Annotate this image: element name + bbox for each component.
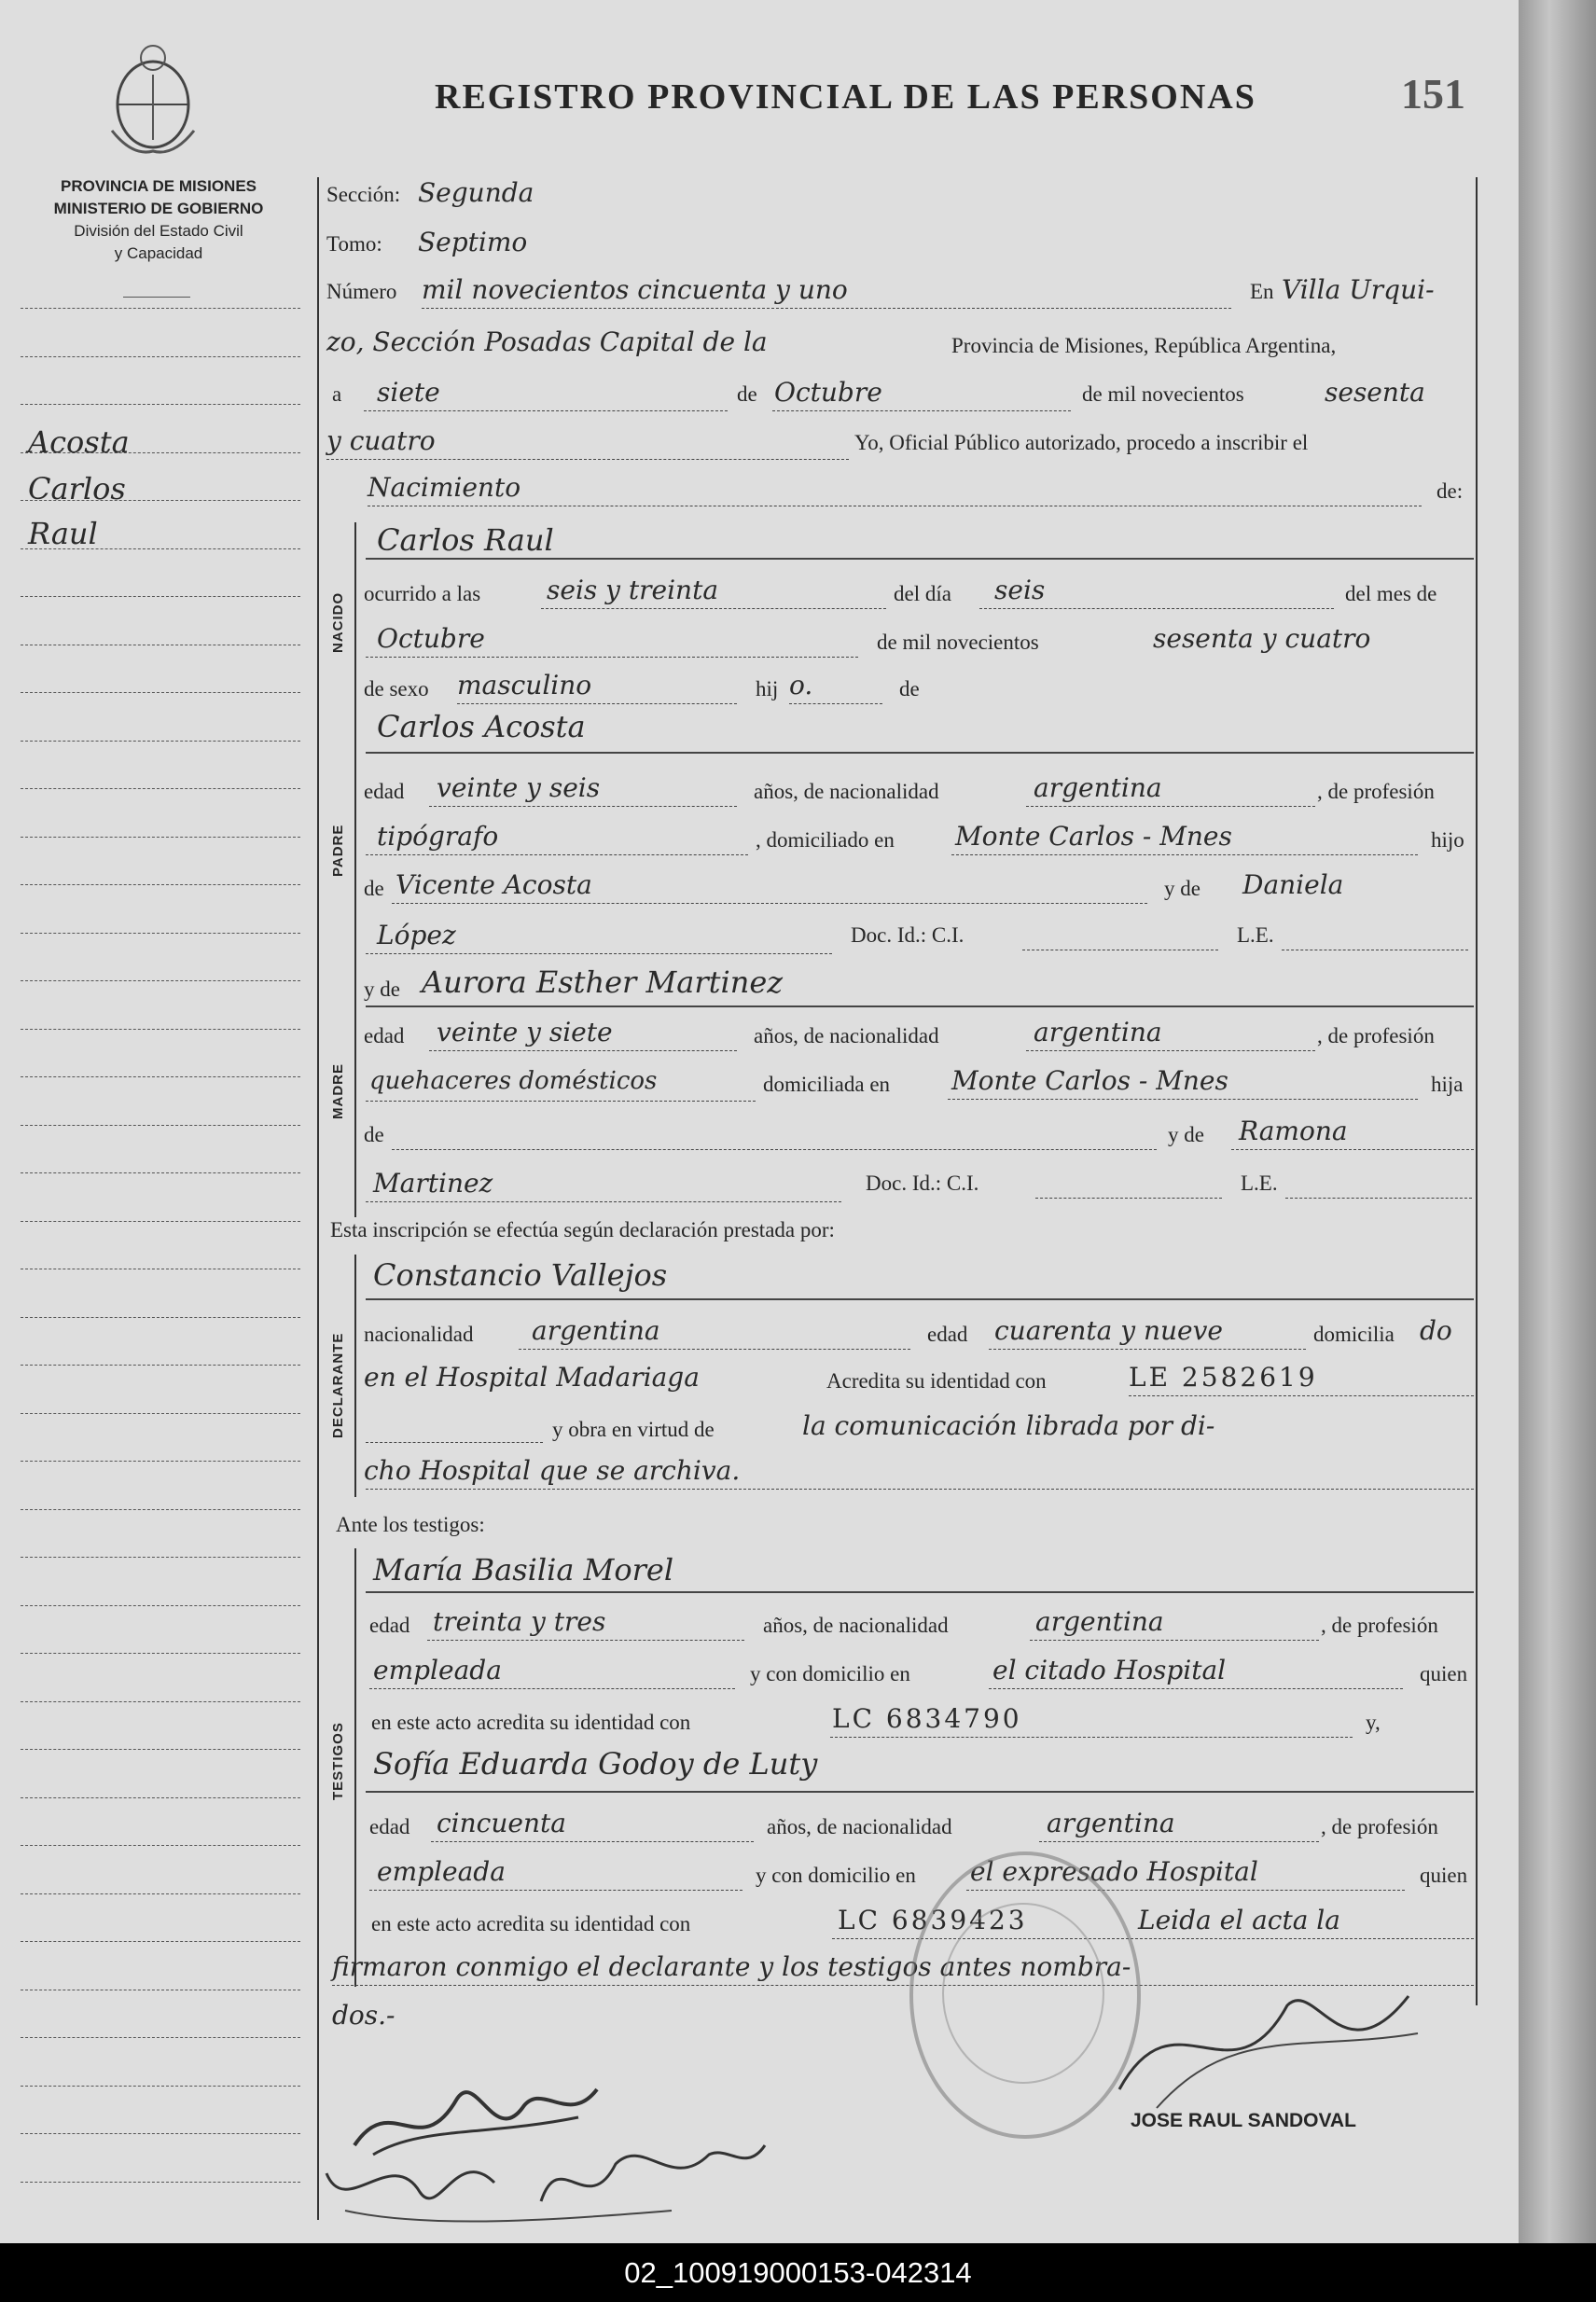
fill-line (427, 1640, 744, 1641)
en-label: En (1250, 280, 1274, 303)
padre-doc-label: Doc. Id.: C.I. (851, 923, 965, 947)
margin-rule-line (21, 1413, 300, 1414)
page-title: REGISTRO PROVINCIAL DE LAS PERSONAS (435, 77, 1256, 117)
fecha-anio-value1: sesenta (1325, 377, 1425, 408)
testigo2-quien-label: quien (1420, 1864, 1468, 1887)
madre-nacionalidad-label: años, de nacionalidad (754, 1024, 939, 1047)
fill-line (1039, 1841, 1319, 1842)
fill-line (366, 1591, 1474, 1593)
divider (123, 297, 190, 298)
fill-line (951, 854, 1418, 855)
margin-rule-line (21, 1749, 300, 1750)
yo-oficial-text: Yo, Oficial Público autorizado, procedo a inscribir el (854, 431, 1309, 454)
margin-rule-line (21, 741, 300, 742)
abuela-materna-value2: Martinez (373, 1168, 493, 1199)
madre-doc-label: Doc. Id.: C.I. (866, 1172, 979, 1195)
madre-de-label: de (364, 1123, 384, 1146)
nacido-de-label: de (899, 677, 920, 700)
issuer-capacity: y Capacidad (114, 244, 203, 262)
abuelo-paterno-value: Vicente Acosta (396, 869, 592, 900)
margin-rule-line (21, 356, 300, 357)
madre-edad-value: veinte y siete (437, 1017, 613, 1047)
padre-bracket (354, 723, 356, 970)
oficial-nombre: JOSE RAUL SANDOVAL (1131, 2110, 1356, 2131)
tomo-label: Tomo: (326, 232, 382, 256)
declarante-bracket (354, 1255, 356, 1497)
numero-value: mil novecientos cincuenta y uno (422, 274, 848, 305)
margin-rule-line (21, 308, 300, 309)
testigo2-domicilio-value: el expresado Hospital (970, 1856, 1258, 1887)
fill-line (989, 1349, 1306, 1350)
fill-line (366, 1201, 841, 1202)
nacido-mes-value: Octubre (377, 623, 485, 654)
fill-line (366, 1489, 1474, 1490)
nacido-mil-label: de mil novecientos (877, 631, 1039, 654)
testigo1-nacionalidad-label: años, de nacionalidad (763, 1614, 949, 1637)
margin-rule-line (21, 1605, 300, 1606)
hijo-value: o. (789, 670, 813, 700)
obra-value-line2: cho Hospital que se archiva. (364, 1455, 741, 1486)
testigo2-acredita-label: en este acto acredita su identidad con (371, 1912, 691, 1935)
testigo2-profesion-value: empleada (377, 1856, 506, 1887)
margin-rule-line (21, 1029, 300, 1030)
testigo1-edad-value: treinta y tres (433, 1606, 606, 1637)
padre-y-de-label: y de (1164, 877, 1200, 900)
testigo1-acredita-label: en este acto acredita su identidad con (371, 1711, 691, 1734)
fill-line (369, 1890, 742, 1891)
nacido-hora-value: seis y treinta (547, 575, 719, 605)
nacido-dia-value: seis (994, 575, 1046, 605)
madre-nombre: Aurora Esther Martinez (422, 964, 784, 1000)
testigo1-nacionalidad-value: argentina (1035, 1606, 1164, 1637)
padre-domicilio-label: , domiciliado en (756, 828, 895, 852)
sexo-value: masculino (457, 670, 592, 700)
padre-nacionalidad-label: años, de nacionalidad (754, 780, 939, 803)
madre-edad-label: edad (364, 1024, 405, 1047)
testigo1-edad-label: edad (369, 1614, 410, 1637)
madre-y-de-label: y de (364, 978, 400, 1001)
testigos-intro: Ante los testigos: (336, 1513, 485, 1536)
fill-line (431, 1841, 754, 1842)
image-id-footer: 02_100919000153-042314 (0, 2243, 1596, 2302)
margin-surname: Acosta (28, 424, 130, 460)
fill-line (1030, 1640, 1319, 1641)
provincia-text: Provincia de Misiones, República Argentina, (951, 334, 1337, 357)
fill-line (1026, 1050, 1315, 1051)
testigo2-nacionalidad-label: años, de nacionalidad (767, 1815, 952, 1838)
testigo1-domicilio-label: y con domicilio en (750, 1662, 910, 1685)
fill-line (1026, 806, 1315, 807)
margin-rule-line (21, 837, 300, 838)
madre-domicilio-value: Monte Carlos - Mnes (951, 1065, 1228, 1096)
margin-rule-line (21, 1653, 300, 1654)
fill-line (429, 806, 737, 807)
padre-domicilio-value: Monte Carlos - Mnes (955, 821, 1232, 852)
sexo-label: de sexo (364, 677, 429, 700)
de-colon-label: de: (1436, 479, 1464, 503)
margin-rule-line (21, 692, 300, 693)
declaracion-intro: Esta inscripción se efectúa según declaración prestada por: (330, 1218, 835, 1241)
margin-rule-line (21, 2182, 300, 2183)
padre-edad-value: veinte y seis (437, 772, 601, 803)
issuer-heading (19, 175, 298, 265)
margin-rule-line (21, 1797, 300, 1798)
mil-novecientos-label: de mil novecientos (1082, 382, 1244, 406)
declarante-acredita-label: Acredita su identidad con (826, 1369, 1047, 1393)
margin-second-name: Raul (28, 516, 98, 551)
fill-line (1129, 1395, 1474, 1396)
fill-line (366, 1005, 1474, 1007)
fecha-dia-value: siete (377, 377, 440, 408)
declarante-nacionalidad-value: argentina (532, 1315, 660, 1346)
margin-rule-line (21, 1509, 300, 1510)
declarante-domicilio-value1: do (1420, 1315, 1452, 1346)
testigo2-nacionalidad-value: argentina (1047, 1808, 1175, 1838)
declarante-domicilio-value2: en el Hospital Madariaga (364, 1362, 700, 1393)
testigo1-nombre: María Basilia Morel (373, 1552, 674, 1588)
nacido-nombre: Carlos Raul (377, 522, 554, 558)
margin-rule-line (21, 1076, 300, 1077)
testigo2-documento-value: LC 6839423 (838, 1905, 1028, 1935)
fill-line (519, 1349, 910, 1350)
padre-nombre: Carlos Acosta (377, 709, 586, 744)
abuela-paterna-value2: López (377, 920, 456, 950)
padre-profesion-value: tipógrafo (377, 821, 499, 852)
declarante-nombre: Constancio Vallejos (373, 1257, 668, 1293)
padre-nacionalidad-value: argentina (1034, 772, 1162, 803)
nacido-anio-value: sesenta y cuatro (1153, 623, 1371, 654)
margin-rule-line (21, 1701, 300, 1702)
declarante-nacionalidad-label: nacionalidad (364, 1323, 474, 1346)
section-declarante: DECLARANTE (330, 1332, 346, 1438)
margin-rule-line (21, 596, 300, 597)
testigo1-quien-label: quien (1420, 1662, 1468, 1685)
testigo1-domicilio-value: el citado Hospital (992, 1655, 1227, 1685)
closing-line1: Leida el acta la (1138, 1905, 1340, 1935)
issuer-province: PROVINCIA DE MISIONES (60, 177, 257, 195)
form-right-border (1476, 177, 1478, 2005)
testigo2-edad-label: edad (369, 1815, 410, 1838)
padre-edad-label: edad (364, 780, 405, 803)
de-label: de (737, 382, 757, 406)
testigo2-nombre: Sofía Eduarda Godoy de Luty (373, 1746, 818, 1782)
fill-line (457, 703, 737, 704)
official-seal-inner (942, 1903, 1104, 2084)
issuer-ministry: MINISTERIO DE GOBIERNO (53, 200, 264, 217)
form-left-border (317, 177, 319, 2220)
margin-rule-line (21, 2037, 300, 2038)
testigo1-profesion-label: , de profesión (1321, 1614, 1438, 1637)
fill-line (366, 1791, 1474, 1793)
fill-line (366, 854, 748, 855)
section-nacido: NACIDO (330, 591, 346, 653)
abuela-paterna-value1: Daniela (1242, 869, 1344, 900)
oficial-signature (1101, 1968, 1436, 2117)
fill-line (369, 1688, 735, 1689)
testigo1-y-label: y, (1366, 1711, 1381, 1734)
madre-bracket (354, 970, 356, 1217)
testigo1-documento-value: LC 6834790 (832, 1703, 1022, 1734)
section-madre: MADRE (330, 1063, 346, 1119)
fecha-mes-value: Octubre (774, 377, 882, 408)
margin-rule-line (21, 1845, 300, 1846)
a-label: a (332, 382, 342, 406)
declarante-edad-label: edad (927, 1323, 968, 1346)
section-testigos: TESTIGOS (330, 1722, 346, 1800)
fill-line (772, 410, 1071, 411)
numero-label: Número (326, 280, 397, 303)
margin-rule-line (21, 788, 300, 789)
margin-rule-line (21, 1461, 300, 1462)
fecha-anio-value2: y cuatro (326, 425, 436, 456)
closing-line2: firmaron conmigo el declarante y los testigos antes nombra- (332, 1951, 1131, 1982)
fill-line (948, 1099, 1418, 1100)
declarante-domicilio-label: domicilia (1313, 1323, 1395, 1346)
madre-y-de2-label: y de (1168, 1123, 1204, 1146)
argentina-coat-of-arms-icon (104, 37, 201, 159)
margin-rule-line (21, 980, 300, 981)
padre-profesion-label: , de profesión (1317, 780, 1435, 803)
margin-rule-line (21, 1365, 300, 1366)
margin-rule-line (21, 2133, 300, 2134)
margin-rule-line (21, 1557, 300, 1558)
padre-le-label: L.E. (1237, 923, 1274, 947)
fill-line (979, 608, 1334, 609)
testigo2-edad-value: cincuenta (437, 1808, 566, 1838)
lugar-value-line1: Villa Urqui- (1282, 274, 1435, 305)
madre-domicilio-label: domiciliada en (763, 1073, 891, 1096)
closing-line3: dos.- (332, 2000, 396, 2031)
fill-line (366, 1101, 756, 1102)
obra-value-line1: la comunicación librada por di- (802, 1410, 1215, 1441)
ocurrido-label: ocurrido a las (364, 582, 481, 605)
fill-line (830, 1737, 1353, 1738)
testigo1-profesion-value: empleada (373, 1655, 502, 1685)
margin-rule-line (21, 1172, 300, 1173)
margin-rule-line (21, 1317, 300, 1318)
fill-line (392, 1149, 1157, 1150)
seccion-value: Segunda (418, 177, 534, 208)
margin-rule-line (21, 1893, 300, 1894)
margin-rule-line (21, 1941, 300, 1942)
fill-line (366, 558, 1474, 560)
fill-line (422, 308, 1231, 309)
testigo2-profesion-label: , de profesión (1321, 1815, 1438, 1838)
margin-rule-line (21, 404, 300, 405)
declarante-documento-value: LE 2582619 (1129, 1362, 1318, 1393)
section-padre: PADRE (330, 824, 346, 877)
madre-le-label: L.E. (1241, 1172, 1278, 1195)
fill-line (429, 1050, 737, 1051)
fill-line (989, 1688, 1403, 1689)
madre-profesion-value: quehaceres domésticos (369, 1067, 658, 1095)
fill-line (392, 903, 1147, 904)
fill-line (366, 1298, 1474, 1300)
madre-hija-label: hija (1431, 1073, 1464, 1096)
fill-line (541, 608, 886, 609)
book-binding-edge (1519, 0, 1596, 2243)
fill-line (366, 1442, 543, 1443)
madre-nacionalidad-value: argentina (1034, 1017, 1162, 1047)
del-dia-label: del día (894, 582, 951, 605)
margin-rule-line (21, 884, 300, 885)
margin-rule-line (21, 1221, 300, 1222)
fill-line (366, 953, 832, 954)
testigo2-domicilio-label: y con domicilio en (756, 1864, 916, 1887)
margin-rule-line (21, 1125, 300, 1126)
margin-rule-line (21, 933, 300, 934)
margin-rule-line (21, 2086, 300, 2087)
fill-line (366, 657, 858, 658)
madre-profesion-label: , de profesión (1317, 1024, 1435, 1047)
del-mes-label: del mes de (1345, 582, 1437, 605)
testigos-signatures (317, 2108, 784, 2239)
declarante-edad-value: cuarenta y nueve (994, 1315, 1223, 1346)
margin-first-name: Carlos (28, 471, 126, 506)
obra-en-virtud-label: y obra en virtud de (552, 1418, 715, 1441)
testigos-bracket (354, 1548, 356, 1987)
page-number: 151 (1401, 70, 1465, 118)
abuela-materna-value1: Ramona (1239, 1116, 1348, 1146)
fill-line (1035, 1198, 1222, 1199)
hijo-label: hij (756, 677, 779, 700)
tomo-value: Septimo (418, 227, 528, 257)
padre-de-label: de (364, 877, 384, 900)
acto-value: Nacimiento (368, 472, 521, 503)
fill-line (366, 752, 1474, 754)
fill-line (364, 410, 728, 411)
issuer-division: División del Estado Civil (74, 222, 243, 240)
fill-line (326, 459, 849, 460)
lugar-value-line2: zo, Sección Posadas Capital de la (326, 326, 768, 357)
padre-hijo-label: hijo (1431, 828, 1464, 852)
fill-line (1231, 1149, 1474, 1150)
fill-line (789, 703, 882, 704)
fill-line (1285, 1198, 1472, 1199)
nacido-bracket (354, 522, 356, 728)
seccion-label: Sección: (326, 183, 401, 206)
